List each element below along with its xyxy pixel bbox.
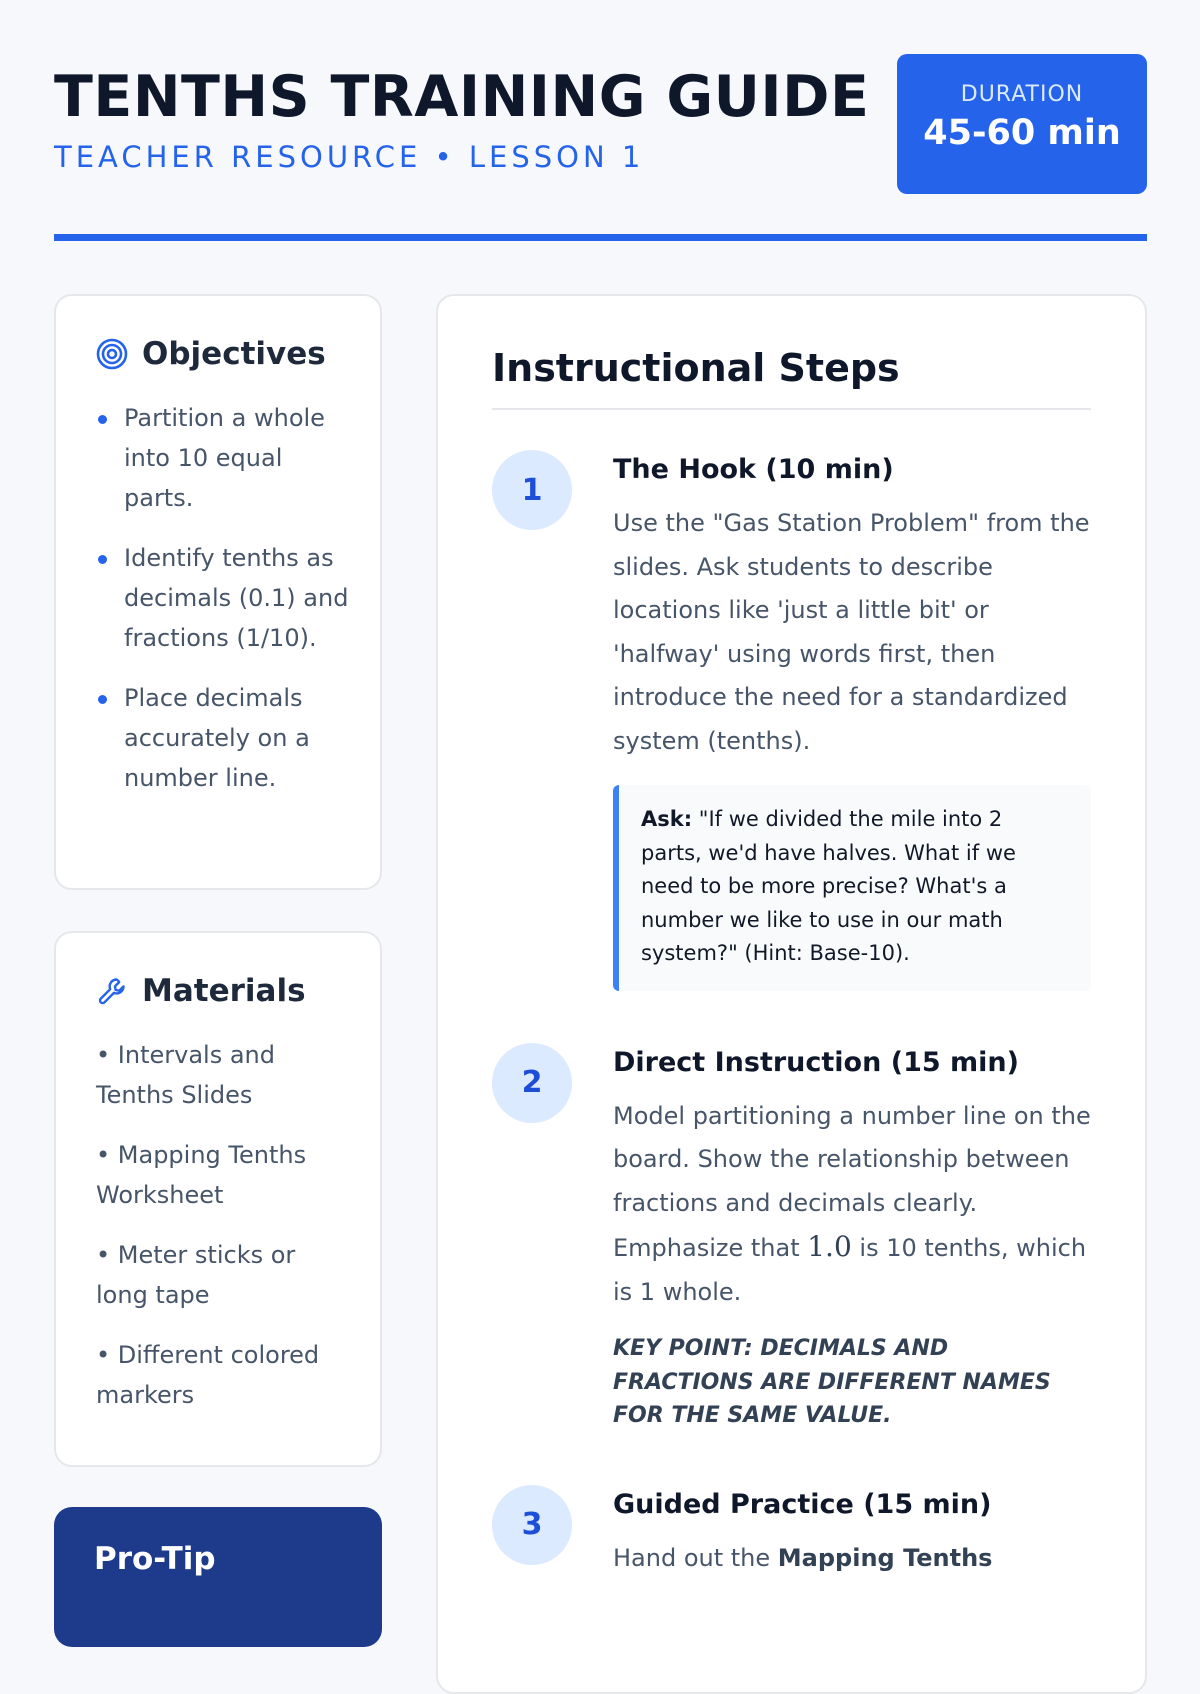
step-body-text: Model partitioning a number line on the board. Show the relationship between fractions and decimals clearly. Emphasize that	[613, 1101, 1091, 1262]
wrench-icon	[96, 975, 128, 1007]
step-body-text: is 10 tenths, which is 1 whole.	[613, 1234, 1087, 1306]
step-body: Use the "Gas Station Problem" from the slides. Ask students to describe locations like 'just a little bit' or 'halfway' using words first, then introduce the need for a standardized system (tenths).	[613, 509, 1090, 755]
materials-heading	[96, 973, 350, 1009]
materials-list	[96, 1035, 350, 1415]
list-item: Place decimals accurately on a number line.	[96, 678, 350, 798]
step-body-text: Hand out the	[613, 1543, 778, 1572]
page-title: TENTHS TRAINING GUIDE	[54, 64, 870, 130]
list-item: Partition a whole into 10 equal parts.	[96, 398, 350, 518]
objectives-title: Objectives	[142, 336, 326, 372]
step-body	[613, 1095, 1091, 1315]
protip-card	[54, 1507, 382, 1647]
step-1	[492, 450, 1091, 991]
list-item: • Mapping Tenths Worksheet	[96, 1141, 307, 1209]
step-title: Guided Practice (15 min)	[613, 1488, 992, 1520]
objectives-heading	[96, 336, 350, 372]
step-body	[613, 1537, 1091, 1581]
ask-callout	[613, 785, 1091, 991]
steps-title: Instructional Steps	[492, 346, 1091, 410]
math-value: 1.0	[807, 1230, 852, 1263]
materials-title: Materials	[142, 973, 306, 1009]
steps-card	[436, 294, 1147, 1694]
list-item: • Different colored markers	[96, 1341, 320, 1409]
key-point: KEY POINT: DECIMALS AND FRACTIONS ARE DIFFERENT NAMES FOR THE SAME VALUE.	[613, 1336, 1051, 1428]
list-item: • Meter sticks or long tape	[96, 1241, 296, 1309]
page-subtitle: TEACHER RESOURCE • LESSON 1	[54, 140, 645, 174]
step-title: The Hook (10 min)	[613, 454, 894, 485]
header	[54, 54, 1147, 194]
step-number: 3	[492, 1485, 572, 1565]
header-divider	[54, 234, 1147, 241]
step-2	[492, 1043, 1091, 1433]
duration-label: DURATION	[960, 82, 1084, 107]
step-3	[492, 1485, 1091, 1581]
protip-title: Pro-Tip	[94, 1541, 216, 1577]
ask-text: "If we divided the mile into 2 parts, we'd have halves. What if we need to be more precise? What's a number we like to use in our math system?" (Hint: Base-10).	[641, 807, 1016, 965]
list-item: • Intervals and Tenths Slides	[96, 1041, 275, 1109]
step-body-bold: Mapping Tenths	[777, 1543, 993, 1572]
step-title: Direct Instruction (15 min)	[613, 1046, 1019, 1078]
step-number: 2	[492, 1043, 572, 1123]
duration-badge	[897, 54, 1147, 194]
objectives-list	[96, 398, 350, 798]
target-icon	[96, 338, 128, 370]
duration-value: 45-60 min	[923, 113, 1121, 153]
materials-card	[54, 931, 382, 1467]
step-number: 1	[492, 450, 572, 530]
ask-label: Ask:	[641, 807, 693, 831]
objectives-card	[54, 294, 382, 890]
list-item: Identify tenths as decimals (0.1) and fractions (1/10).	[96, 538, 350, 658]
